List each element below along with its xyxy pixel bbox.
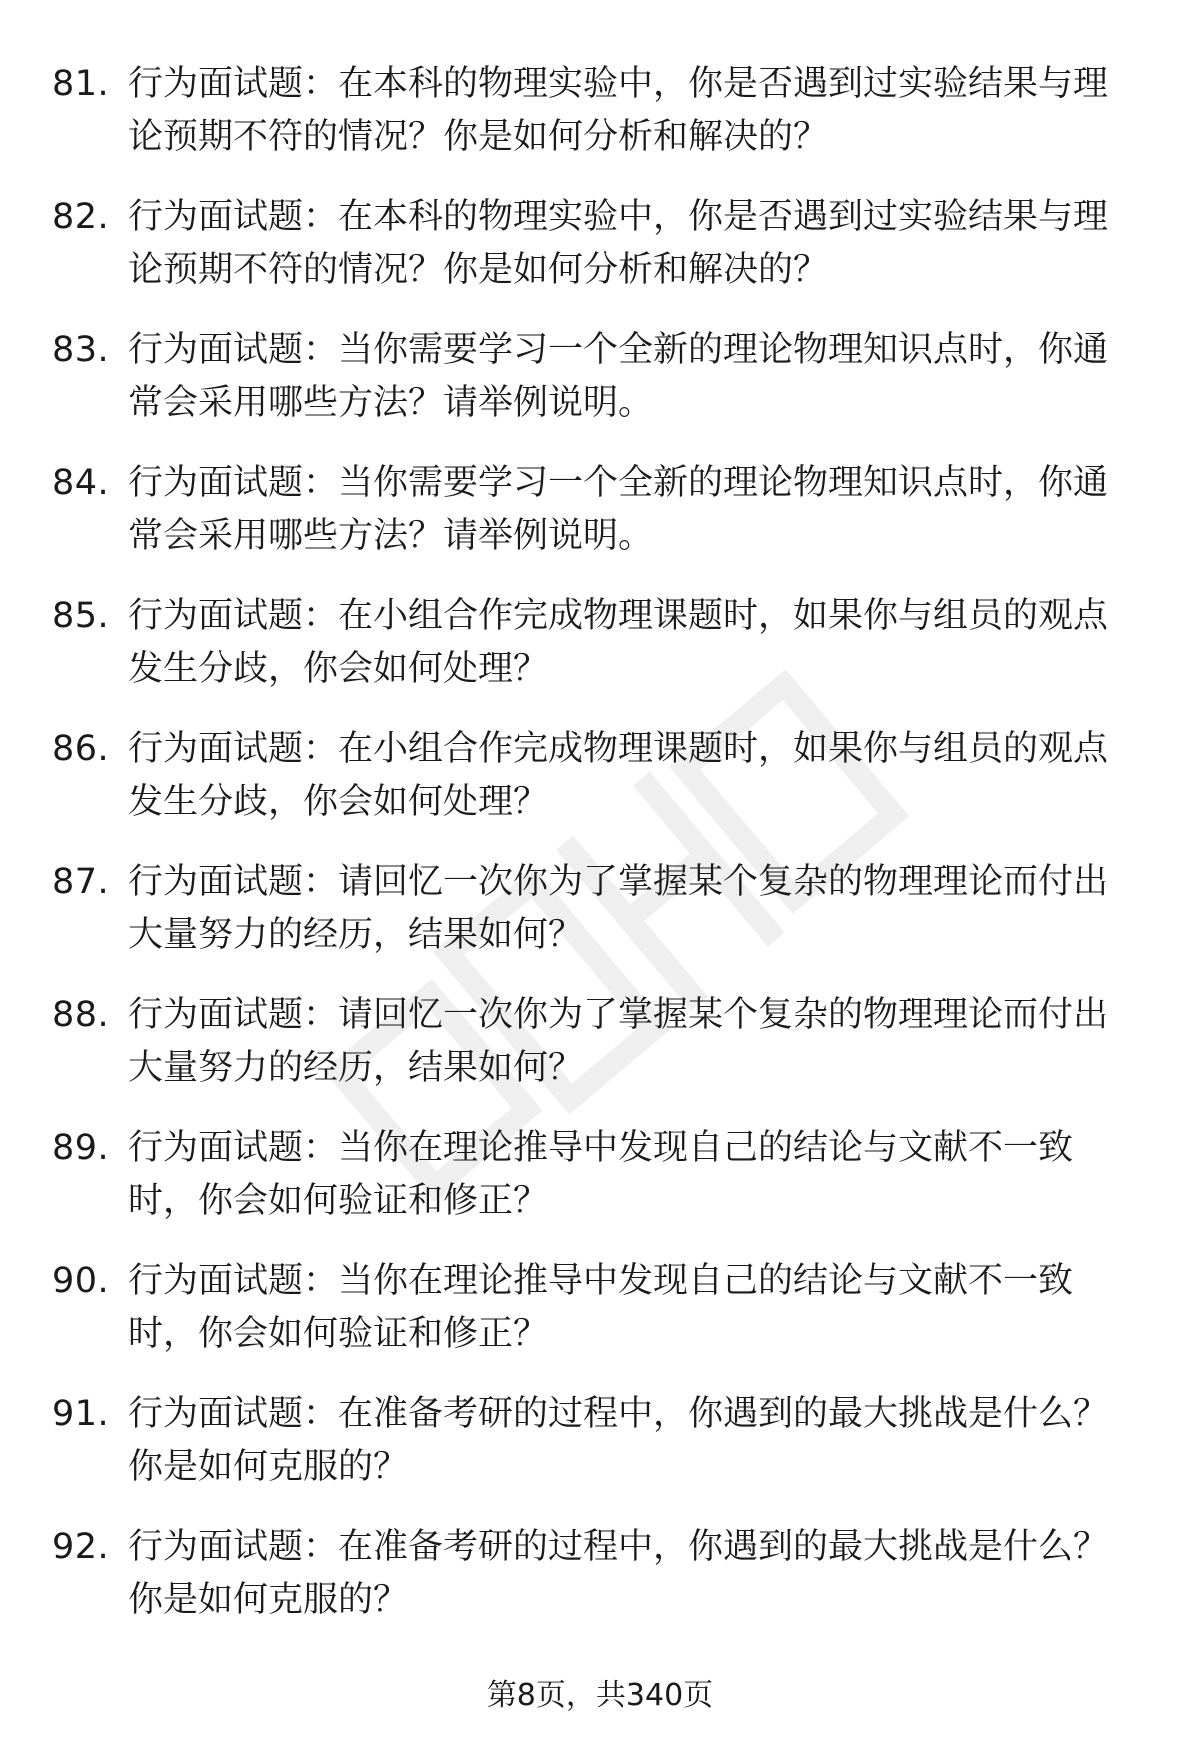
question-text: 行为面试题：当你需要学习一个全新的理论物理知识点时，你通常会采用哪些方法？请举例说明。 bbox=[128, 330, 1109, 423]
question-number: 91. bbox=[52, 1394, 110, 1434]
question-number: 87. bbox=[52, 862, 110, 902]
question-text: 行为面试题：在本科的物理实验中，你是否遇到过实验结果与理论预期不符的情况？你是如何分析和解决的？ bbox=[128, 64, 1109, 157]
question-item bbox=[52, 191, 1142, 324]
question-number: 90. bbox=[52, 1261, 110, 1301]
question-number: 83. bbox=[52, 330, 110, 370]
question-item bbox=[52, 856, 1142, 989]
question-item bbox=[52, 1388, 1142, 1521]
question-number: 92. bbox=[52, 1527, 110, 1567]
question-text: 行为面试题：当你在理论推导中发现自己的结论与文献不一致时，你会如何验证和修正？ bbox=[128, 1261, 1074, 1354]
question-text: 行为面试题：当你需要学习一个全新的理论物理知识点时，你通常会采用哪些方法？请举例说明。 bbox=[128, 463, 1109, 556]
question-item bbox=[52, 58, 1142, 191]
question-item bbox=[52, 1255, 1142, 1388]
question-number: 85. bbox=[52, 596, 110, 636]
question-item bbox=[52, 324, 1142, 457]
question-text: 行为面试题：请回忆一次你为了掌握某个复杂的物理理论而付出大量努力的经历，结果如何？ bbox=[128, 995, 1109, 1088]
question-item bbox=[52, 590, 1142, 723]
question-text: 行为面试题：在准备考研的过程中，你遇到的最大挑战是什么？你是如何克服的？ bbox=[128, 1527, 1109, 1620]
question-item bbox=[52, 1122, 1142, 1255]
question-text: 行为面试题：在小组合作完成物理课题时，如果你与组员的观点发生分歧，你会如何处理？ bbox=[128, 729, 1109, 822]
question-number: 81. bbox=[52, 64, 110, 104]
question-text: 行为面试题：当你在理论推导中发现自己的结论与文献不一致时，你会如何验证和修正？ bbox=[128, 1128, 1074, 1221]
question-number: 88. bbox=[52, 995, 110, 1035]
question-text: 行为面试题：在准备考研的过程中，你遇到的最大挑战是什么？你是如何克服的？ bbox=[128, 1394, 1109, 1487]
question-item bbox=[52, 723, 1142, 856]
question-number: 84. bbox=[52, 463, 110, 503]
question-item bbox=[52, 989, 1142, 1122]
question-number: 86. bbox=[52, 729, 110, 769]
question-text: 行为面试题：在本科的物理实验中，你是否遇到过实验结果与理论预期不符的情况？你是如何分析和解决的？ bbox=[128, 197, 1109, 290]
question-text: 行为面试题：请回忆一次你为了掌握某个复杂的物理理论而付出大量努力的经历，结果如何？ bbox=[128, 862, 1109, 955]
question-list bbox=[52, 58, 1142, 1654]
question-item bbox=[52, 457, 1142, 590]
question-number: 82. bbox=[52, 197, 110, 237]
question-item bbox=[52, 1521, 1142, 1654]
page-number-footer: 第8页，共340页 bbox=[486, 1678, 714, 1713]
question-text: 行为面试题：在小组合作完成物理课题时，如果你与组员的观点发生分歧，你会如何处理？ bbox=[128, 596, 1109, 689]
question-number: 89. bbox=[52, 1128, 110, 1168]
